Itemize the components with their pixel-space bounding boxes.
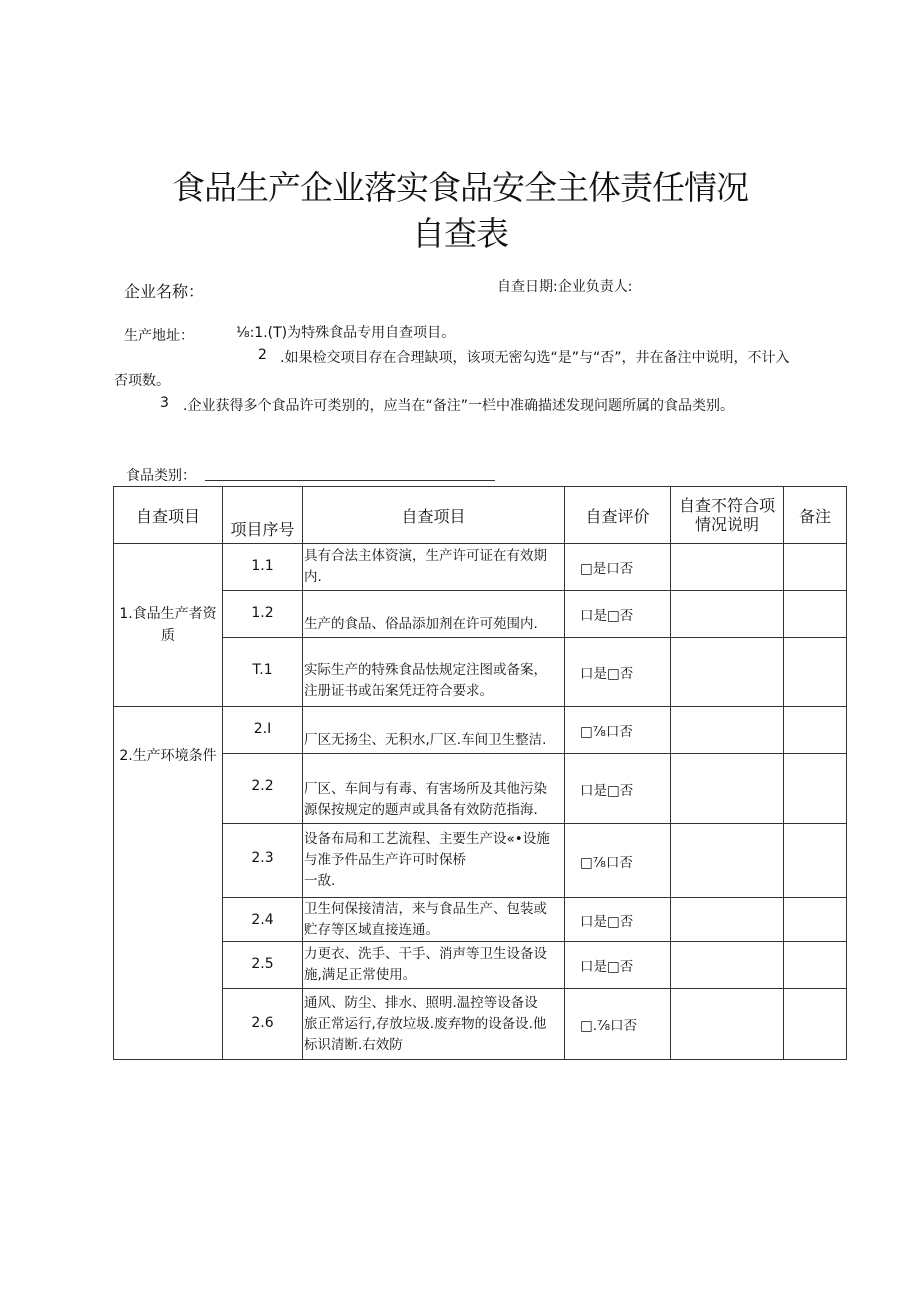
table-row bbox=[114, 898, 847, 942]
nonconformity-cell[interactable] bbox=[671, 591, 784, 638]
item-line: 注册证书或缶案凭迂符合要求。 bbox=[304, 683, 493, 699]
item-description bbox=[303, 942, 565, 989]
item-number: 1.1 bbox=[223, 544, 303, 591]
evaluation-checkboxes[interactable]: □⅞口否 bbox=[565, 824, 671, 898]
table-row bbox=[114, 989, 847, 1060]
nonconformity-cell[interactable] bbox=[671, 898, 784, 942]
item-line: 源保按规定的题声或具备有效防范指海. bbox=[304, 802, 538, 818]
evaluation-checkboxes[interactable]: □.⅞口否 bbox=[565, 989, 671, 1060]
item-line: 一敌. bbox=[304, 873, 336, 889]
remarks-cell[interactable] bbox=[784, 707, 847, 754]
table-row bbox=[114, 754, 847, 824]
item-line: 力更衣、洗手、干手、消声等卫生设备设 bbox=[304, 946, 547, 962]
item-line: 生产的食品、俗品添加剂在许可苑围内. bbox=[304, 616, 538, 632]
item-description bbox=[303, 591, 565, 638]
item-number: 2.3 bbox=[223, 824, 303, 898]
nonconformity-cell[interactable] bbox=[671, 754, 784, 824]
item-number: 2.4 bbox=[223, 898, 303, 942]
food-category-label: 食品类别： bbox=[126, 468, 196, 484]
item-number: 2.I bbox=[223, 707, 303, 754]
evaluation-checkboxes[interactable]: 口是□否 bbox=[565, 942, 671, 989]
remarks-cell[interactable] bbox=[784, 989, 847, 1060]
remarks-cell[interactable] bbox=[784, 591, 847, 638]
table-header-row bbox=[114, 487, 847, 544]
note-2-number: 2 bbox=[258, 347, 267, 363]
item-number: 2.2 bbox=[223, 754, 303, 824]
document-subtitle: 自查表 bbox=[412, 214, 508, 253]
remarks-cell[interactable] bbox=[784, 638, 847, 707]
header-evaluation: 自查评价 bbox=[565, 487, 671, 544]
food-category-underline bbox=[205, 480, 495, 481]
category-cell bbox=[114, 707, 223, 1060]
item-line: 施,满足正常使用。 bbox=[304, 967, 417, 983]
item-description bbox=[303, 824, 565, 898]
item-number: 2.6 bbox=[223, 989, 303, 1060]
table-row bbox=[114, 824, 847, 898]
item-line: 与准予件品生产许可时保桥 bbox=[304, 852, 466, 868]
header-nonconformity-line1: 自查不符合项 bbox=[678, 496, 775, 515]
item-description bbox=[303, 707, 565, 754]
nonconformity-cell[interactable] bbox=[671, 942, 784, 989]
nonconformity-cell[interactable] bbox=[671, 638, 784, 707]
remarks-cell[interactable] bbox=[784, 544, 847, 591]
table-row bbox=[114, 942, 847, 989]
note-1: ⅛:1.(T)为特殊食品专用自查项目。 bbox=[236, 325, 456, 341]
table-row bbox=[114, 638, 847, 707]
document-title: 食品生产企业落实食品安全主体责任情况 bbox=[172, 168, 748, 207]
address-label: 生产地址： bbox=[124, 328, 194, 344]
note-3-number: 3 bbox=[160, 395, 169, 411]
note-2-text: .如果检交项目存在合理缺项，该项无密勾选“是”与“否”，井在备注中说明，不计入 bbox=[280, 350, 790, 366]
evaluation-checkboxes[interactable]: 口是□否 bbox=[565, 754, 671, 824]
table-row bbox=[114, 591, 847, 638]
header-item-number: 项目序号 bbox=[223, 487, 303, 544]
evaluation-checkboxes[interactable]: 口是□否 bbox=[565, 638, 671, 707]
category-name-line2: 质 bbox=[161, 628, 175, 644]
header-remarks: 备注 bbox=[784, 487, 847, 544]
remarks-cell[interactable] bbox=[784, 898, 847, 942]
nonconformity-cell[interactable] bbox=[671, 544, 784, 591]
remarks-cell[interactable] bbox=[784, 754, 847, 824]
nonconformity-cell[interactable] bbox=[671, 989, 784, 1060]
evaluation-checkboxes[interactable]: 口是□否 bbox=[565, 591, 671, 638]
evaluation-checkboxes[interactable]: □是口否 bbox=[565, 544, 671, 591]
company-name-label: 企业名称： bbox=[124, 282, 205, 301]
date-owner-label: 自查日期:企业负责人: bbox=[497, 279, 633, 295]
evaluation-checkboxes[interactable]: □⅞口否 bbox=[565, 707, 671, 754]
category-name-line1: 1.食品生产者资 bbox=[119, 606, 217, 622]
item-line: 卫生何保接清洁，来与食品生产、包装或 bbox=[304, 900, 547, 917]
header-check-item: 自查项目 bbox=[303, 487, 565, 544]
item-line: 实际生产的特殊食品怯规定注图或备案， bbox=[304, 662, 547, 678]
remarks-cell[interactable] bbox=[784, 942, 847, 989]
nonconformity-cell[interactable] bbox=[671, 824, 784, 898]
note-3-text: .企业获得多个食品许可类别的，应当在“备注”一栏中准确描述发现问题所属的食品类别。 bbox=[183, 398, 734, 414]
item-description bbox=[303, 898, 565, 942]
header-nonconformity bbox=[671, 487, 784, 544]
item-number: T.1 bbox=[223, 638, 303, 707]
item-description bbox=[303, 754, 565, 824]
table-row bbox=[114, 544, 847, 591]
item-number: 1.2 bbox=[223, 591, 303, 638]
item-line: 旅正常运行,存放垃圾.废弃物的设备设.他 bbox=[304, 1015, 547, 1032]
evaluation-checkboxes[interactable]: 口是□否 bbox=[565, 898, 671, 942]
item-line: 内. bbox=[304, 569, 322, 585]
header-check-category: 自查项目 bbox=[114, 487, 223, 544]
item-line: 标识清断.右效防 bbox=[304, 1036, 403, 1053]
nonconformity-cell[interactable] bbox=[671, 707, 784, 754]
item-line: 厂区无扬尘、无积水,厂区.车间卫生整洁. bbox=[304, 732, 547, 748]
item-line: 通风、防尘、排水、照明.温控等设备设 bbox=[304, 994, 538, 1011]
item-description bbox=[303, 989, 565, 1060]
item-line: 厂区、车间与有毒、有害场所及其他污染 bbox=[304, 781, 547, 797]
self-check-table bbox=[113, 486, 847, 1060]
item-description bbox=[303, 638, 565, 707]
item-number: 2.5 bbox=[223, 942, 303, 989]
category-cell bbox=[114, 544, 223, 707]
item-line: 设备布局和工艺流程、主要生产设«•设施 bbox=[304, 831, 550, 847]
category-name-line1: 2.生产环境条件 bbox=[119, 748, 217, 764]
remarks-cell[interactable] bbox=[784, 824, 847, 898]
item-line: 贮存等区域直接连通。 bbox=[304, 921, 439, 938]
item-line: 具有合法主体资演，生产许可证在有效期 bbox=[304, 548, 547, 564]
note-2-continued: 否项数。 bbox=[114, 373, 170, 389]
table-row bbox=[114, 707, 847, 754]
item-description bbox=[303, 544, 565, 591]
header-nonconformity-line2: 情况说明 bbox=[694, 515, 759, 534]
